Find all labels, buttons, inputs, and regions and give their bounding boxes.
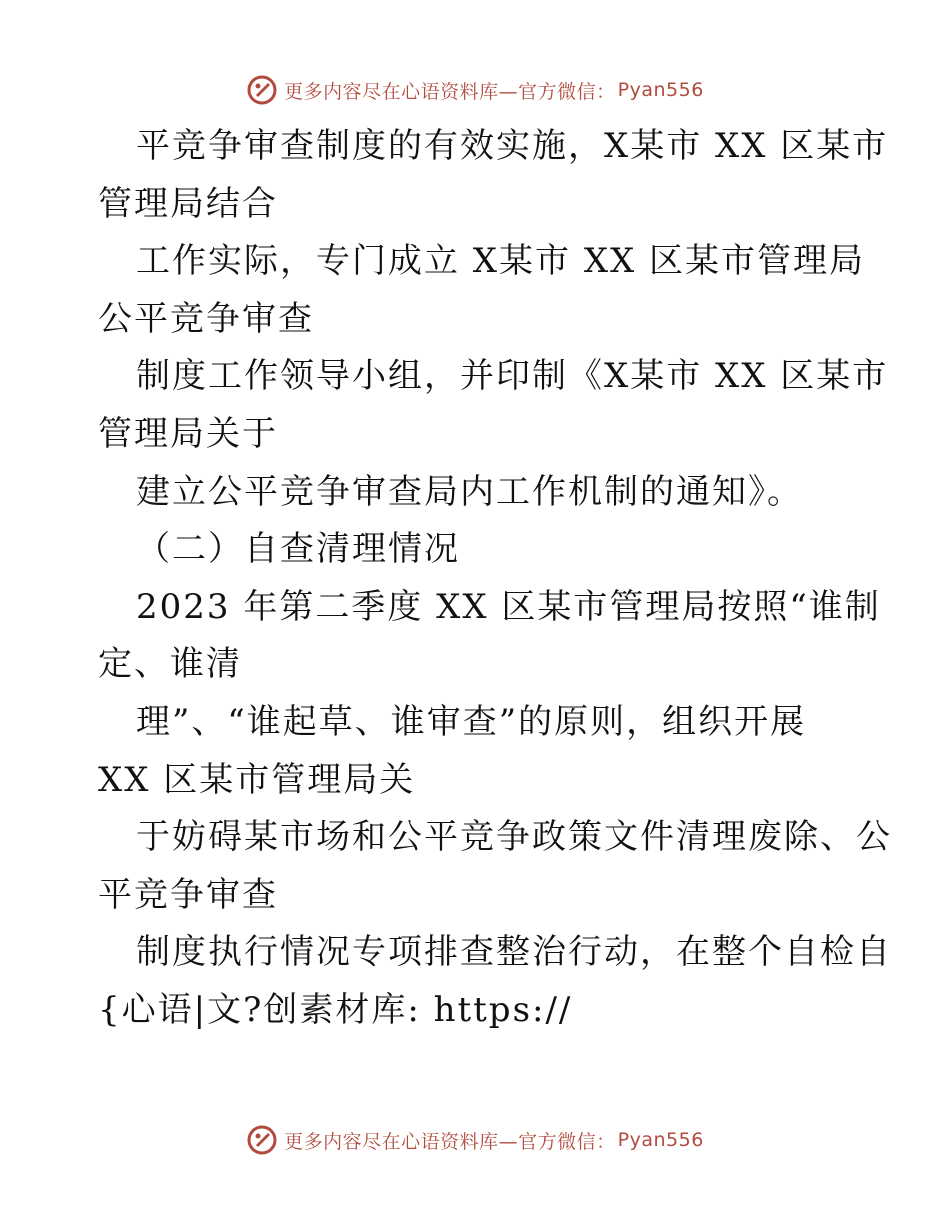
watermark-text: 更多内容尽在心语资料库—官方微信： xyxy=(284,1130,616,1153)
watermark-wechat-id: Pyan556 xyxy=(617,79,704,101)
body-line: 理”、“谁起草、谁审查”的原则，组织开展 xyxy=(136,701,807,742)
section-heading: （二）自查清理情况 xyxy=(136,529,460,570)
body-line: 平竞争审查制度的有效实施，X某市 XX 区某市 xyxy=(136,126,889,166)
footer-watermark xyxy=(0,1120,950,1160)
brand-seal-icon xyxy=(246,74,278,106)
body-line: 管理局结合 xyxy=(98,183,278,224)
body-line: 制度执行情况专项排查整治行动，在整个自检自 xyxy=(136,932,892,973)
document-body xyxy=(98,118,892,1040)
body-line: {心语|文?创素材库: https:// xyxy=(98,989,573,1030)
watermark-wechat-id: Pyan556 xyxy=(617,1129,704,1151)
body-line: 2023 年第二季度 XX 区某市管理局按照“谁制 xyxy=(136,586,881,627)
body-line: 管理局关于 xyxy=(98,413,278,454)
body-line: 建立公平竞争审查局内工作机制的通知》。 xyxy=(136,471,803,512)
body-line: 制度工作领导小组，并印制《X某市 XX 区某市 xyxy=(136,356,889,397)
body-line: 定、谁清 xyxy=(98,644,242,685)
body-line: 平竞争审查 xyxy=(98,874,278,915)
body-line: XX 区某市管理局关 xyxy=(98,759,416,800)
body-line: 于妨碍某市场和公平竞争政策文件清理废除、公 xyxy=(136,817,892,858)
brand-seal-icon xyxy=(246,1124,278,1156)
body-line: 工作实际，专门成立 X某市 XX 区某市管理局 xyxy=(136,241,866,282)
body-line: 公平竞争审查 xyxy=(98,298,314,339)
header-watermark xyxy=(0,70,950,110)
watermark-text: 更多内容尽在心语资料库—官方微信： xyxy=(284,80,616,103)
